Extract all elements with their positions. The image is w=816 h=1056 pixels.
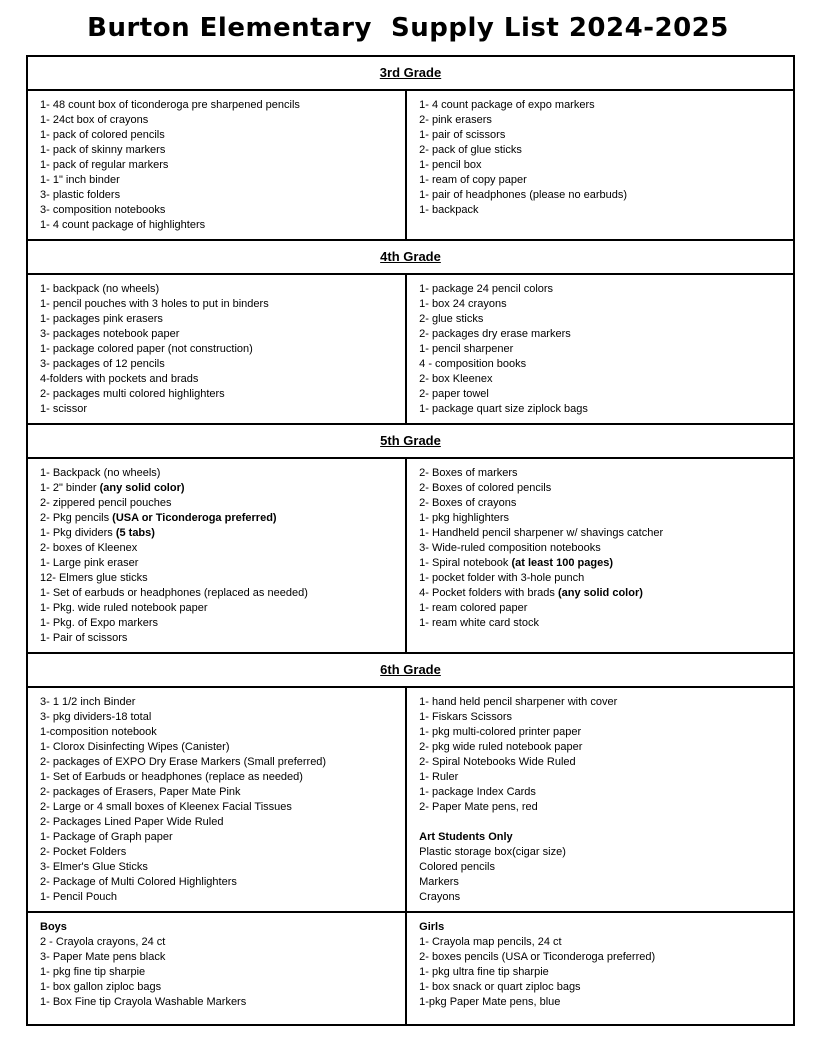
supply-item: 2- Large or 4 small boxes of Kleenex Facial Tissues: [40, 801, 292, 813]
grade-items-row: [28, 688, 793, 913]
supply-item: 1- pocket folder with 3-hole punch: [419, 572, 585, 584]
grade-header-label: 6th Grade: [380, 662, 441, 677]
supply-item: 1- Clorox Disinfecting Wipes (Canister): [40, 741, 230, 753]
right-column: [405, 688, 793, 911]
supply-item: 12- Elmers glue sticks: [40, 572, 148, 584]
supply-item: 1- pack of colored pencils: [40, 129, 165, 141]
grade-header-label: 5th Grade: [380, 433, 441, 448]
supply-item: 1- Pkg dividers (5 tabs): [40, 527, 155, 539]
supply-item: 1- pencil box: [419, 159, 482, 171]
supply-item: 1- 2" binder (any solid color): [40, 482, 185, 494]
boys-header: Boys: [40, 921, 67, 933]
left-column: [28, 459, 405, 652]
right-column: [405, 459, 793, 652]
grade-header: [28, 57, 793, 91]
supply-item: 1- box snack or quart ziploc bags: [419, 981, 581, 993]
supply-item: 2- Boxes of markers: [419, 467, 518, 479]
grade-header: [28, 241, 793, 275]
supply-table: [26, 55, 795, 1026]
supply-item: 1- package 24 pencil colors: [419, 283, 554, 295]
supply-item: 2- packages of EXPO Dry Erase Markers (Small preferred): [40, 756, 327, 768]
supply-item: 1- pair of scissors: [419, 129, 506, 141]
supply-item: 1- ream white card stock: [419, 617, 539, 629]
supply-item: 2- pkg wide ruled notebook paper: [419, 741, 583, 753]
supply-item: 1- Handheld pencil sharpener w/ shavings catcher: [419, 527, 664, 539]
supply-item: 4- Pocket folders with brads (any solid color): [419, 587, 643, 599]
boys-items: [40, 935, 393, 1010]
supply-item: 1- Pencil Pouch: [40, 891, 118, 903]
girls-header: Girls: [419, 921, 445, 933]
supply-item: Markers: [419, 876, 459, 888]
supply-item: 1- backpack: [419, 204, 479, 216]
supply-item: 1- ream of copy paper: [419, 174, 527, 186]
supply-item: Colored pencils: [419, 861, 495, 873]
supply-item: 1- Package of Graph paper: [40, 831, 173, 843]
supply-item: 1- pkg fine tip sharpie: [40, 966, 146, 978]
supply-item: 3- packages of 12 pencils: [40, 358, 165, 370]
supply-item: 1- pencil sharpener: [419, 343, 514, 355]
supply-item: 4 - composition books: [419, 358, 527, 370]
supply-item: 1- pencil pouches with 3 holes to put in binders: [40, 298, 269, 310]
supply-item: 2- packages of Erasers, Paper Mate Pink: [40, 786, 241, 798]
supply-item: 1- Set of earbuds or headphones (replaced as needed): [40, 587, 308, 599]
supply-item: 3- Paper Mate pens black: [40, 951, 166, 963]
supply-item: 2- Packages Lined Paper Wide Ruled: [40, 816, 224, 828]
supply-item: 2- Pocket Folders: [40, 846, 127, 858]
supply-item: 1-composition notebook: [40, 726, 157, 738]
supply-item: 1-pkg Paper Mate pens, blue: [419, 996, 561, 1008]
supply-item: 1- 4 count package of highlighters: [40, 219, 206, 231]
supply-item: [419, 815, 781, 830]
supply-item: 2- Boxes of crayons: [419, 497, 517, 509]
supply-item: 1- pkg multi-colored printer paper: [419, 726, 582, 738]
supply-item: Art Students Only: [419, 831, 513, 843]
supply-item: 3- composition notebooks: [40, 204, 166, 216]
supply-item: 1- pack of regular markers: [40, 159, 169, 171]
supply-item: 2- pack of glue sticks: [419, 144, 522, 156]
supply-item: 2- packages dry erase markers: [419, 328, 571, 340]
girls-column: [405, 913, 793, 1024]
supply-item: 2 - Crayola crayons, 24 ct: [40, 936, 166, 948]
supply-item: 1- pkg ultra fine tip sharpie: [419, 966, 549, 978]
grade-header: [28, 425, 793, 459]
supply-item: 2- packages multi colored highlighters: [40, 388, 225, 400]
grade-header-label: 4th Grade: [380, 249, 441, 264]
supply-item: 1- Pair of scissors: [40, 632, 128, 644]
supply-item: 1- backpack (no wheels): [40, 283, 160, 295]
page-title: Burton Elementary Supply List 2024-2025: [87, 13, 729, 43]
right-column: [405, 275, 793, 423]
supply-item: 1- Backpack (no wheels): [40, 467, 161, 479]
supply-item: 2- box Kleenex: [419, 373, 493, 385]
left-column: [28, 91, 405, 239]
supply-item: 1- 24ct box of crayons: [40, 114, 149, 126]
supply-item: 2- Pkg pencils (USA or Ticonderoga preferred): [40, 512, 277, 524]
supply-item: 1- Set of Earbuds or headphones (replace as needed): [40, 771, 303, 783]
grade-header-label: 3rd Grade: [379, 65, 442, 80]
supply-item: 1- Large pink eraser: [40, 557, 139, 569]
supply-item: 1- packages pink erasers: [40, 313, 163, 325]
supply-item: 1- Spiral notebook (at least 100 pages): [419, 557, 613, 569]
supply-item: 3- Elmer's Glue Sticks: [40, 861, 148, 873]
supply-item: 1- pkg highlighters: [419, 512, 510, 524]
supply-item: 1- box 24 crayons: [419, 298, 507, 310]
grade-items-row: [28, 459, 793, 654]
supply-item: 1- Pkg. wide ruled notebook paper: [40, 602, 208, 614]
supply-item: 3- pkg dividers-18 total: [40, 711, 152, 723]
supply-item: 3- packages notebook paper: [40, 328, 180, 340]
supply-item: 3- Wide-ruled composition notebooks: [419, 542, 601, 554]
supply-item: 1- hand held pencil sharpener with cover: [419, 696, 618, 708]
supply-item: 3- plastic folders: [40, 189, 121, 201]
supply-item: 1- 48 count box of ticonderoga pre sharpened pencils: [40, 99, 300, 111]
left-column: [28, 275, 405, 423]
supply-item: 1- pack of skinny markers: [40, 144, 166, 156]
supply-item: 4-folders with pockets and brads: [40, 373, 199, 385]
supply-item: 1- Crayola map pencils, 24 ct: [419, 936, 562, 948]
grade-items-row: [28, 275, 793, 425]
supply-item: 2- Boxes of colored pencils: [419, 482, 552, 494]
supply-item: 2- Paper Mate pens, red: [419, 801, 538, 813]
supply-item: 2- zippered pencil pouches: [40, 497, 172, 509]
boys-girls-row: [28, 913, 793, 1024]
supply-item: 1- box gallon ziploc bags: [40, 981, 162, 993]
supply-item: Crayons: [419, 891, 461, 903]
supply-item: 2- boxes pencils (USA or Ticonderoga preferred): [419, 951, 656, 963]
supply-item: 3- 1 1/2 inch Binder: [40, 696, 136, 708]
supply-item: 1- ream colored paper: [419, 602, 528, 614]
supply-item: 2- paper towel: [419, 388, 489, 400]
supply-item: 1- package Index Cards: [419, 786, 536, 798]
supply-item: 1- pair of headphones (please no earbuds): [419, 189, 628, 201]
grade-sections: [28, 57, 793, 913]
supply-item: 1- Box Fine tip Crayola Washable Markers: [40, 996, 247, 1008]
supply-item: 1- scissor: [40, 403, 88, 415]
supply-item: 1- Fiskars Scissors: [419, 711, 513, 723]
supply-item: 2- boxes of Kleenex: [40, 542, 138, 554]
boys-column: [28, 913, 405, 1024]
supply-item: 2- Package of Multi Colored Highlighters: [40, 876, 237, 888]
supply-item: 1- Pkg. of Expo markers: [40, 617, 158, 629]
supply-item: 1- 4 count package of expo markers: [419, 99, 595, 111]
grade-header: [28, 654, 793, 688]
left-column: [28, 688, 405, 911]
supply-item: 1- package quart size ziplock bags: [419, 403, 588, 415]
supply-item: 2- Spiral Notebooks Wide Ruled: [419, 756, 576, 768]
grade-items-row: [28, 91, 793, 241]
supply-item: 1- package colored paper (not construction): [40, 343, 253, 355]
supply-item: 1- 1" inch binder: [40, 174, 120, 186]
right-column: [405, 91, 793, 239]
supply-item: 2- pink erasers: [419, 114, 492, 126]
supply-item: 2- glue sticks: [419, 313, 484, 325]
supply-item: 1- Ruler: [419, 771, 459, 783]
girls-items: [419, 935, 781, 1010]
supply-item: Plastic storage box(cigar size): [419, 846, 566, 858]
